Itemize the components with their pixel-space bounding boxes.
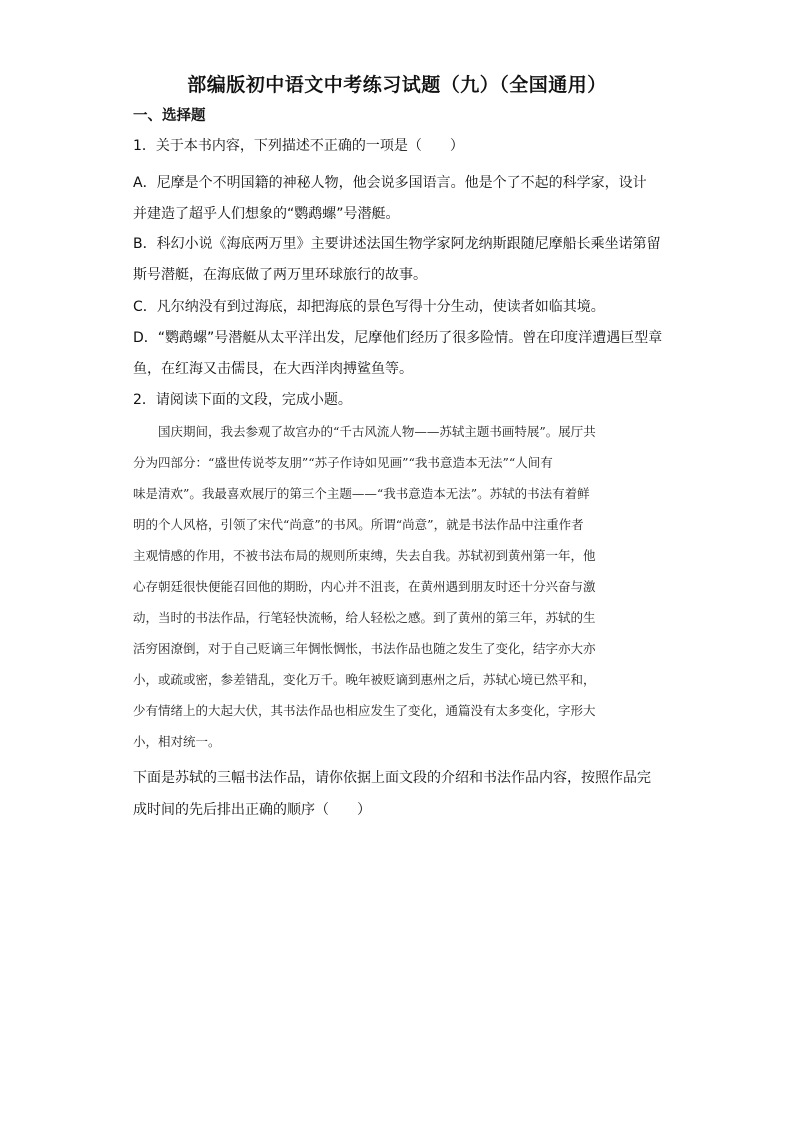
passage-line: 主观情感的作用，不被书法布局的规则所束缚，失去自我。苏轼初到黄州第一年，他 — [133, 548, 596, 563]
passage-line: 动，当时的书法作品，行笔轻快流畅，给人轻松之感。到了黄州的第三年，苏轼的生 — [133, 610, 596, 625]
passage-line: 小，或疏或密，参差错乱，变化万千。晚年被贬谪到惠州之后，苏轼心境已然平和， — [133, 672, 596, 687]
question-2-follow-line-1: 下面是苏轼的三幅书法作品，请你依据上面文段的介绍和书法作品内容，按照作品完 — [133, 770, 651, 786]
passage-line: 少有情绪上的大起大伏，其书法作品也相应发生了变化，通篇没有太多变化，字形大 — [133, 703, 596, 718]
passage-line: 小，相对统一。 — [133, 734, 221, 749]
option-d-line-2: 鱼，在红海又击儒艮，在大西洋肉搏鲨鱼等。 — [133, 361, 413, 377]
option-a-line-2: 并建造了超乎人们想象的“鹦鹉螺”号潜艇。 — [133, 206, 400, 222]
section-heading: 一、选择题 — [133, 108, 206, 124]
option-b-line-1: B．科幻小说《海底两万里》主要讲述法国生物学家阿龙纳斯跟随尼摩船长乘坐诺第留 — [133, 236, 661, 252]
page-title: 部编版初中语文中考练习试题（九）（全国通用） — [187, 74, 607, 96]
passage-line: 心存朝廷很快便能召回他的期盼，内心并不沮丧，在黄州遇到朋友时还十分兴奋与激 — [133, 579, 596, 594]
option-a-line-1: A．尼摩是个不明国籍的神秘人物，他会说多国语言。他是个了不起的科学家，设计 — [133, 175, 647, 191]
passage-line: 味是清欢”。我最喜欢展厅的第三个主题——“我书意造本无法”。苏轼的书法有着鲜 — [133, 486, 590, 501]
option-c-line-1: C．凡尔纳没有到过海底，却把海底的景色写得十分生动，使读者如临其境。 — [133, 299, 605, 315]
question-2-follow-line-2: 成时间的先后排出正确的顺序（ ） — [133, 802, 371, 818]
passage-line: 明的个人风格，引领了宋代“尚意”的书风。所谓“尚意”，就是书法作品中注重作者 — [133, 517, 584, 532]
option-d-line-1: D．“鹦鹉螺”号潜艇从太平洋出发，尼摩他们经历了很多险情。曾在印度洋遭遇巨型章 — [133, 330, 663, 346]
option-b-line-2: 斯号潜艇，在海底做了两万里环球旅行的故事。 — [133, 267, 427, 283]
passage-line: 活穷困潦倒，对于自己贬谪三年惆怅惆怅，书法作品也随之发生了变化，结字亦大亦 — [133, 641, 596, 656]
passage-line: 分为四部分：“盛世传说苓友朋”“苏子作诗如见画”“我书意造本无法”“人间有 — [133, 455, 553, 470]
question-2-stem: 2．请阅读下面的文段，完成小题。 — [133, 392, 352, 408]
question-1-stem: 1．关于本书内容，下列描述不正确的一项是（ ） — [133, 138, 464, 154]
passage-line: 国庆期间，我去参观了故宫办的“千古风流人物——苏轼主题书画特展”。展厅共 — [133, 424, 596, 439]
